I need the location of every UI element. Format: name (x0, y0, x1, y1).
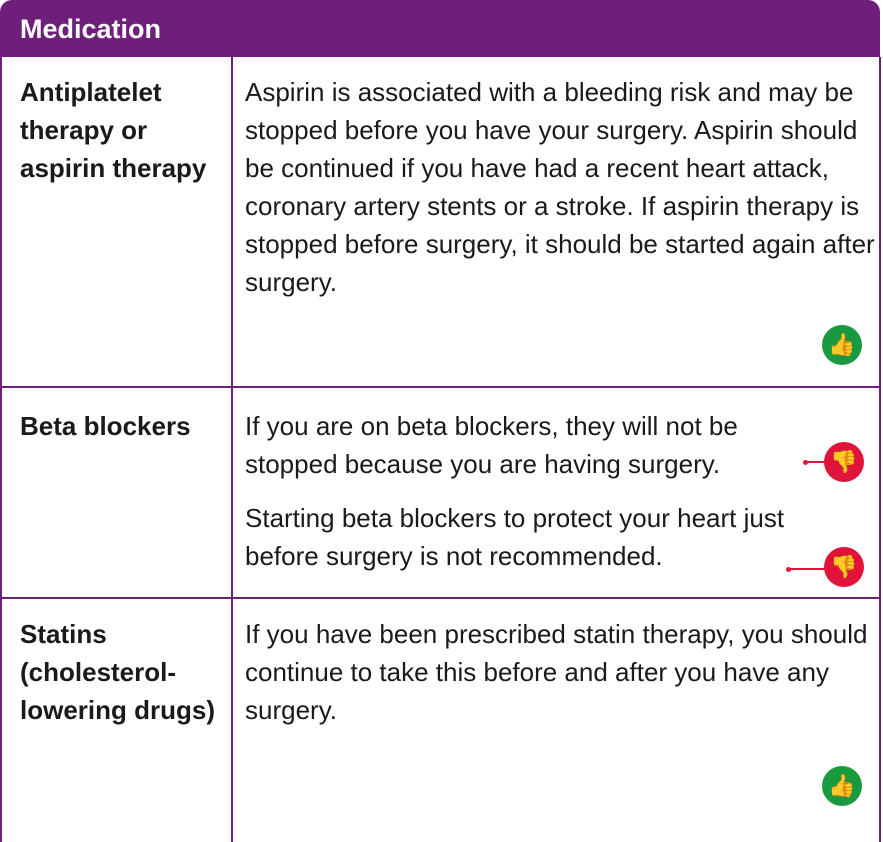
row-divider (0, 386, 880, 388)
connector-line (789, 568, 826, 570)
row-description (245, 73, 875, 301)
description-paragraph: Starting beta blockers to protect your heart just before surgery is not recommended. (245, 503, 785, 571)
row-divider (0, 597, 880, 599)
description-paragraph: If you are on beta blockers, they will not be stopped because you are having surgery. (245, 411, 738, 479)
header-title: Medication (20, 14, 162, 44)
thumbs-up-both-icon: 👍 (822, 766, 862, 806)
row-name: Beta blockers (20, 411, 191, 441)
thumbs-down-icon: 👎 (824, 547, 864, 587)
table-header (0, 0, 880, 57)
thumbs-down-both-icon: 👎 (824, 442, 864, 482)
right-border (879, 57, 881, 842)
left-border (0, 57, 2, 842)
connector-line (806, 461, 826, 463)
description-paragraph: If you have been prescribed statin therapy, you should continue to take this before and after you have any surgery. (245, 619, 868, 725)
row-description (245, 615, 875, 729)
row-description (245, 407, 875, 575)
row-name: Antiplatelet therapy or aspirin therapy (20, 77, 207, 183)
row-name: Statins (cholesterol-lowering drugs) (20, 619, 215, 725)
description-paragraph: Aspirin is associated with a bleeding risk and may be stopped before you have your surgery. Aspirin should be continued if you have had a recent heart attack, coronary artery stents or a stroke. If aspirin therapy is stopped before surgery, it should be started again after surgery. (245, 77, 875, 297)
column-divider (231, 57, 233, 842)
thumbs-up-both-icon: 👍 (822, 325, 862, 365)
